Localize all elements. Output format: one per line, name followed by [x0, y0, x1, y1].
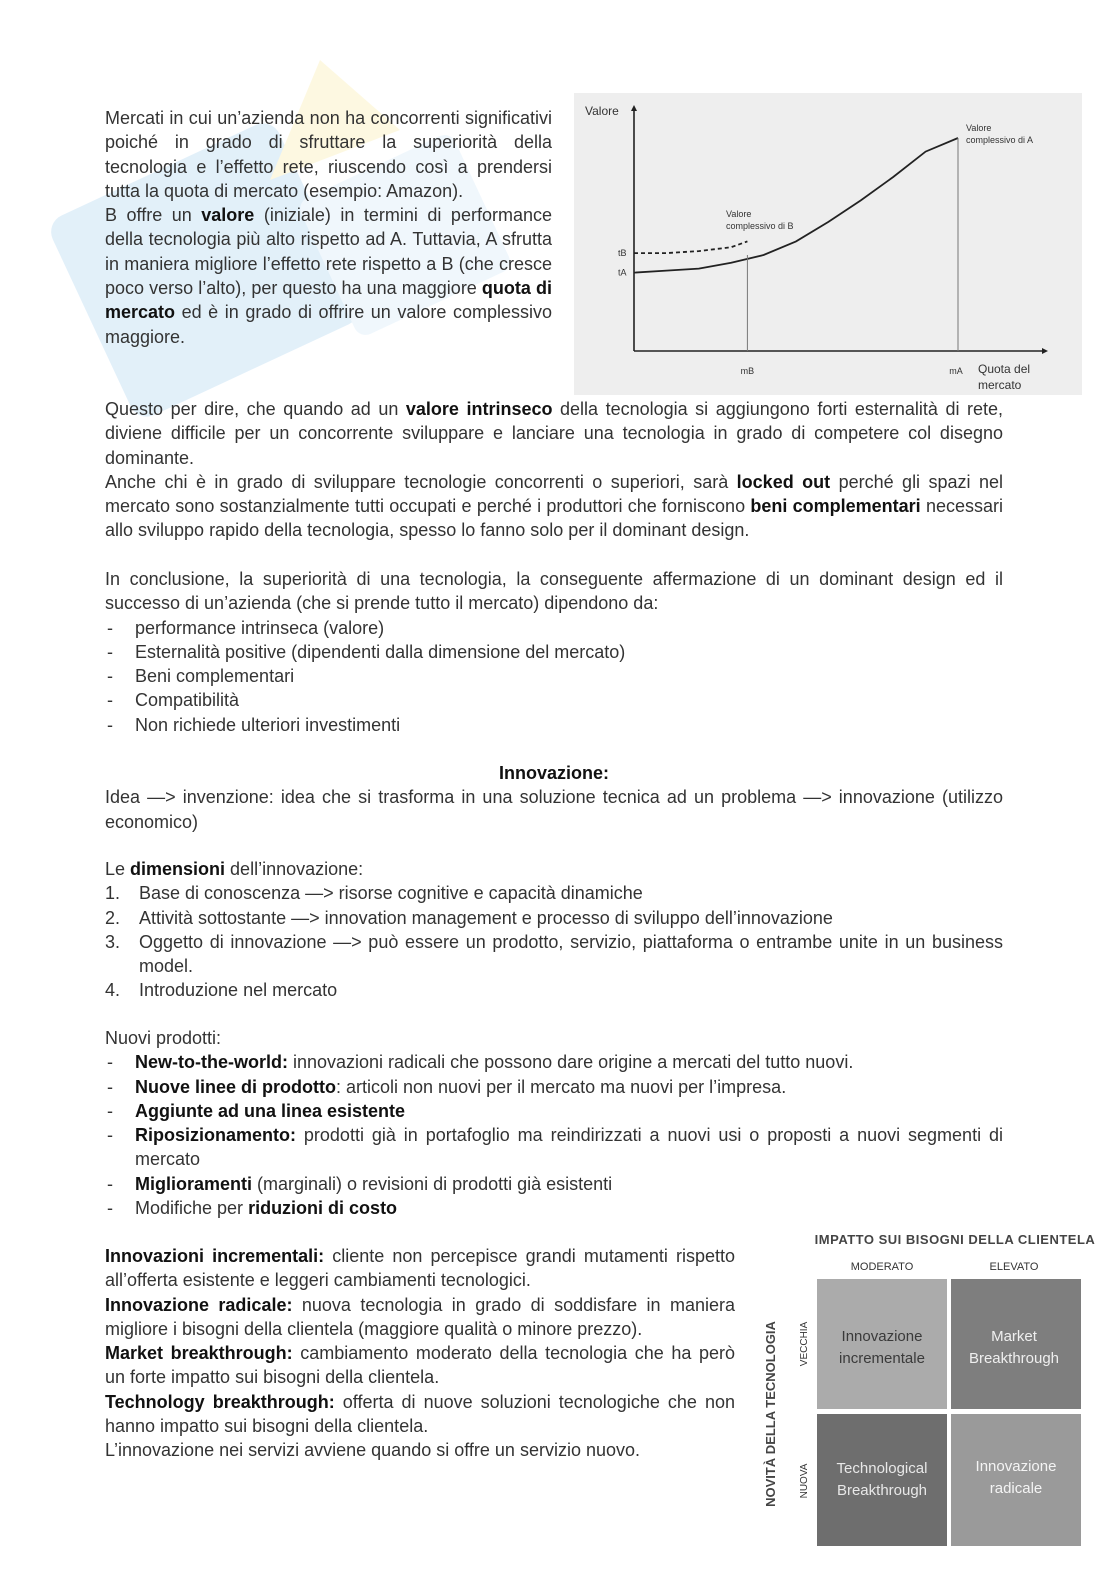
value-sentence: B offre un valore (iniziale) in termini di performance della tecnologia più alto rispetto ad A. Tuttavia, A sfrutta in maniera migliore l’effetto rete rispetto a B (che cresce poco verso l’alto), per questo ha una maggiore quota di mercato ed è in grado di offrire un valore complessivo maggiore. — [105, 205, 552, 347]
intro-sentence: Mercati in cui un’azienda non ha concorrenti significativi poiché in grado di sfruttare la superiorità della tecnologia e l’effetto rete, riuscendo così a prendersi tutta la quota di mercato (esempio: Amazon). — [105, 108, 552, 201]
series-line-A — [634, 138, 958, 273]
intro-paragraph — [105, 106, 552, 349]
list-item: - Aggiunte ad una linea esistente — [105, 1099, 1003, 1123]
tipi-innovazione-section — [105, 1244, 735, 1463]
innovation-matrix-svg — [760, 1228, 1105, 1548]
tipo-paragraph: Innovazione radicale: nuova tecnologia in grado di soddisfare in maniera migliore i bisogni della clientela (maggiore qualità o minore prezzo). — [105, 1294, 735, 1339]
series-annotation: complessivo di A — [966, 135, 1034, 145]
list-item: 3. Oggetto di innovazione —> può essere un prodotto, servizio, piattaforma o entrambe unite in un business model. — [105, 931, 1003, 977]
list-item: - Modifiche per riduzioni di costo — [105, 1196, 1003, 1220]
tipo-paragraph: Innovazioni incrementali: cliente non percepisce grandi mutamenti rispetto all’offerta esistente e leggeri cambiamenti tecnologici. — [105, 1246, 735, 1291]
list-item: - performance intrinseca (valore) — [105, 616, 1003, 640]
dimensioni-title: Le dimensioni dell’innovazione: — [105, 859, 364, 879]
list-item: 1. Base di conoscenza —> risorse cognitive e capacità dinamiche — [105, 883, 643, 904]
matrix-row-vecchia: VECCHIA — [799, 1321, 810, 1367]
x-axis-label: Quota del — [978, 362, 1031, 376]
list-item: - Miglioramenti (marginali) o revisioni di prodotti già esistenti — [105, 1172, 1003, 1196]
value-chart-svg — [574, 93, 1082, 395]
nuovi-prodotti-section — [105, 1026, 1003, 1220]
matrix-cell-label: Technological — [836, 1460, 928, 1477]
nuovi-prodotti-title: Nuovi prodotti: — [105, 1028, 222, 1048]
matrix-cell-technological-breakthrough — [817, 1414, 947, 1546]
matrix-col-moderato: MODERATO — [850, 1261, 914, 1273]
matrix-cell-label: Innovazione — [841, 1328, 923, 1345]
list-item: - Nuove linee di prodotto: articoli non nuovi per il mercato ma nuovi per l’impresa. — [105, 1075, 1003, 1099]
x-axis-arrow — [1042, 348, 1048, 354]
series-line-B — [634, 241, 747, 253]
tipo-paragraph: L’innovazione nei servizi avviene quando si offre un servizio nuovo. — [105, 1440, 640, 1461]
conclusion-list — [105, 616, 1003, 737]
innovazione-section — [105, 761, 1003, 834]
matrix-cell-label: Breakthrough — [968, 1350, 1060, 1367]
list-item: - New-to-the-world: innovazioni radicali che possono dare origine a mercati del tutto nuovi. — [105, 1050, 1003, 1074]
matrix-row-nuova: NUOVA — [799, 1463, 810, 1499]
x-tick-label: mA — [949, 366, 963, 376]
y-tick-label: tB — [618, 248, 627, 259]
conclusion-intro: In conclusione, la superiorità di una tecnologia, la conseguente affermazione di un dominant design ed il successo di un’azienda (che si prende tutto il mercato) dipendono da: — [105, 569, 1003, 614]
matrix-col-elevato: ELEVATO — [989, 1261, 1039, 1273]
list-item: - Beni complementari — [105, 664, 1003, 688]
list-item: - Non richiede ulteriori investimenti — [105, 713, 1003, 737]
y-tick-label: tA — [618, 267, 627, 278]
matrix-cell-label: Market — [991, 1328, 1037, 1345]
x-axis-label: mercato — [978, 378, 1022, 392]
series-annotation: Valore — [966, 123, 992, 133]
list-item: 2. Attività sottostante —> innovation management e processo di sviluppo dell’innovazione — [105, 907, 833, 928]
innovazione-definition: Idea —> invenzione: idea che si trasforma in una soluzione tecnica ad un problema —> innovazione (utilizzo economico) — [105, 787, 1003, 832]
y-axis-arrow — [631, 105, 637, 111]
dimensioni-section — [105, 857, 1003, 1003]
conclusion-section — [105, 567, 1003, 737]
matrix-cell-label: radicale — [989, 1480, 1043, 1497]
matrix-y-axis-label: NOVITÀ DELLA TECNOLOGIA — [763, 1321, 778, 1507]
innovation-matrix — [760, 1228, 1105, 1548]
dimensioni-list — [105, 881, 1003, 1002]
matrix-title: IMPATTO SUI BISOGNI DELLA CLIENTELA — [814, 1232, 1096, 1247]
x-tick-label: mB — [740, 366, 755, 376]
dominant-design-paragraph: Questo per dire, che quando ad un valore intrinseco della tecnologia si aggiungono forti esternalità di rete, diviene difficile per un concorrente sviluppare e lanciare una tecnologia in grado di competere col disegno dominante. Anche chi è in grado di sviluppare tecnologie concorrenti o superiori, sarà locked out perché gli spazi nel mercato sono sostanzialmente tutti occupati e perché i produttori che forniscono beni complementari necessari allo sviluppo rapido della tecnologia, spesso lo fanno solo per il dominant design. — [105, 399, 1004, 541]
matrix-cell-label: Breakthrough — [836, 1482, 928, 1499]
tipo-paragraph: Technology breakthrough: offerta di nuove soluzioni tecnologiche che non hanno impatto sui bisogni della clientela. — [105, 1391, 735, 1437]
series-annotation: Valore — [726, 209, 752, 219]
tipo-paragraph: Market breakthrough: cambiamento moderato della tecnologia che ha però un forte impatto sui bisogni della clientela. — [105, 1343, 736, 1388]
value-chart — [574, 93, 1082, 395]
matrix-cell-label: incrementale — [839, 1350, 925, 1367]
list-item: - Compatibilità — [105, 688, 1003, 712]
list-item: 4. Introduzione nel mercato — [105, 980, 338, 1001]
list-item: - Esternalità positive (dipendenti dalla dimensione del mercato) — [105, 640, 1003, 664]
y-axis-label: Valore — [585, 104, 619, 118]
nuovi-prodotti-list — [105, 1050, 1003, 1220]
section-heading: Innovazione: — [498, 763, 609, 783]
series-annotation: complessivo di B — [726, 221, 794, 231]
list-item: - Riposizionamento: prodotti già in portafoglio ma reindirizzati a nuovi usi o proposti a nuovi segmenti di mercato — [105, 1123, 1003, 1172]
matrix-cell-label: Innovazione — [975, 1458, 1057, 1475]
